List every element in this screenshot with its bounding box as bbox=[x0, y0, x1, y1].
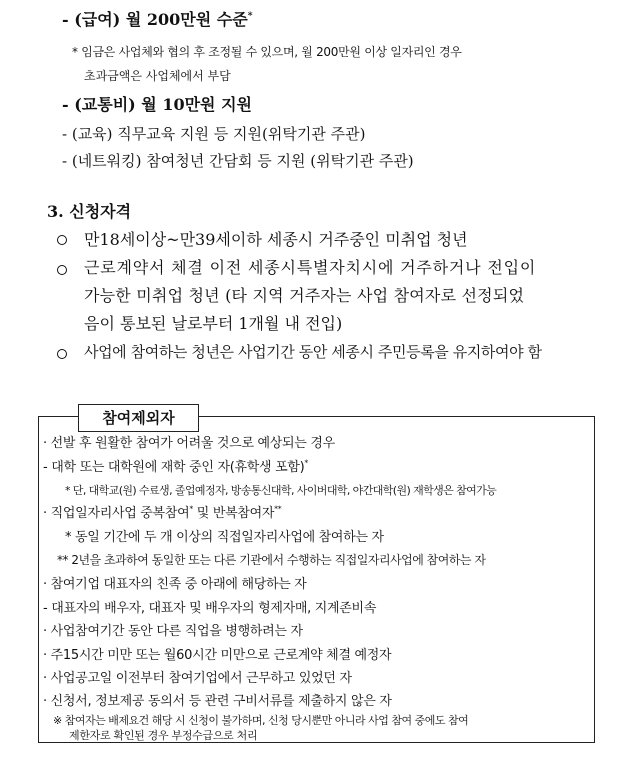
eligibility-item-2-line-3: 음이 통보된 날로부터 1개월 내 전입) bbox=[84, 314, 343, 333]
eligibility-item-2-line-2: 가능한 미취업 청년 (타 지역 거주자는 사업 참여자로 선정되었 bbox=[84, 286, 525, 305]
exclusion-line: · 주15시간 미만 또는 월60시간 미만으로 근로계약 체결 예정자 bbox=[43, 648, 392, 663]
wage-note-line-1: * 임금은 사업체와 협의 후 조정될 수 있으며, 월 200만원 이상 일자리인 경우 bbox=[72, 45, 462, 59]
exclusion-line bbox=[43, 504, 282, 521]
exclusion-remark: 제한자로 확인된 경우 부정수급으로 처리 bbox=[69, 729, 258, 742]
eligibility-item-1: 만18세이상~만39세이하 세종시 거주중인 미취업 청년 bbox=[84, 230, 468, 249]
footnote-mark: * bbox=[304, 458, 309, 468]
exclusion-line: · 사업참여기간 동안 다른 직업을 병행하려는 자 bbox=[43, 624, 303, 639]
exclusion-line: · 참여기업 대표자의 친족 중 아래에 해당하는 자 bbox=[43, 577, 307, 592]
exclusion-box bbox=[38, 416, 595, 743]
bullet-circle-icon bbox=[57, 235, 67, 245]
section-heading-eligibility: 3. 신청자격 bbox=[47, 202, 132, 221]
wage-footnote-mark: * bbox=[247, 10, 253, 22]
exclusion-note: * 단, 대학교(원) 수료생, 졸업예정자, 방송통신대학, 사이버대학, 야간대학(원) 재학생은 참여가능 bbox=[65, 484, 497, 497]
exclusion-line: - 대표자의 배우자, 대표자 및 배우자의 형제자매, 지계존비속 bbox=[43, 601, 377, 616]
exclusion-line: · 신청서, 정보제공 동의서 등 관련 구비서류를 제출하지 않은 자 bbox=[43, 694, 392, 709]
exclusion-note: ** 2년을 초과하여 동일한 또는 다른 기관에서 수행하는 직접일자리사업에 참여하는 자 bbox=[57, 553, 486, 567]
exclusion-box-title: 참여제외자 bbox=[78, 404, 199, 432]
exclusion-remark: ※ 참여자는 배제요건 해당 시 신청이 불가하며, 신청 당시뿐만 아니라 사업 참여 중에도 참여 bbox=[53, 714, 469, 727]
exclusion-line: · 선발 후 원활한 참여가 어려울 것으로 예상되는 경우 bbox=[43, 436, 335, 451]
exclusion-line: · 사업공고일 이전부터 참여기업에서 근무하고 있었던 자 bbox=[43, 671, 352, 686]
education-item: - (교육) 직무교육 지원 등 지원(위탁기관 주관) bbox=[62, 125, 366, 143]
networking-item: - (네트워킹) 참여청년 간담회 등 지원 (위탁기관 주관) bbox=[62, 152, 414, 170]
exclusion-line-text: · 직업일자리사업 중복참여 bbox=[43, 506, 190, 521]
exclusion-line-text: - 대학 또는 대학원에 재학 중인 자(휴학생 포함) bbox=[43, 460, 305, 475]
wage-note-line-2: 초과금액은 사업체에서 부담 bbox=[84, 69, 231, 83]
exclusion-line bbox=[43, 458, 309, 475]
exclusion-note: * 동일 기간에 두 개 이상의 직접일자리사업에 참여하는 자 bbox=[65, 530, 384, 545]
eligibility-item-2-line-1: 근로계약서 체결 이전 세종시특별자치시에 거주하거나 전입이 bbox=[84, 258, 537, 277]
wage-item bbox=[62, 12, 253, 28]
wage-text: - (급여) 월 200만원 수준 bbox=[62, 10, 248, 29]
bullet-circle-icon bbox=[57, 265, 67, 275]
transport-item: - (교통비) 월 10만원 지원 bbox=[62, 95, 252, 114]
exclusion-line-text: 및 반복참여자 bbox=[192, 506, 275, 521]
eligibility-item-3: 사업에 참여하는 청년은 사업기간 동안 세종시 주민등록을 유지하여야 함 bbox=[84, 343, 542, 361]
footnote-mark: * bbox=[189, 504, 193, 514]
footnote-mark: ** bbox=[274, 504, 282, 514]
bullet-circle-icon bbox=[57, 349, 67, 359]
